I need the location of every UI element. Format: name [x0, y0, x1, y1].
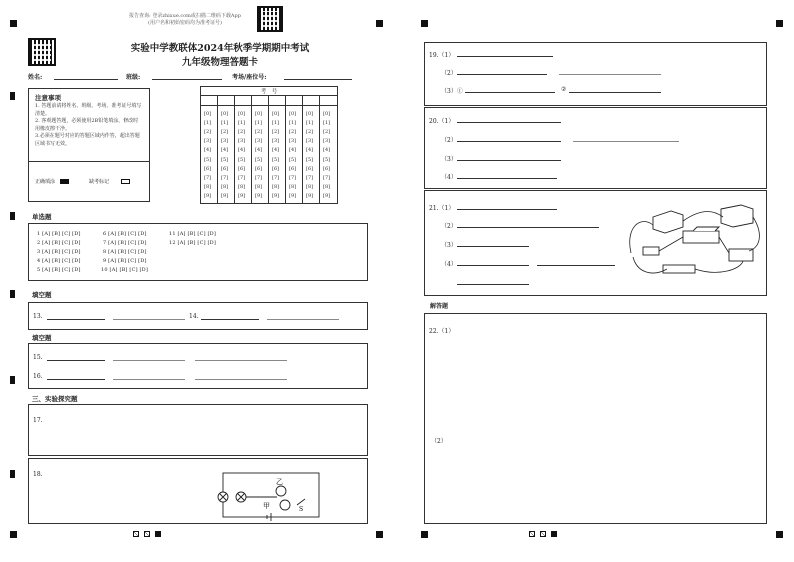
exam-digit-bubble[interactable]: [4]	[272, 147, 280, 154]
exam-digit-bubble[interactable]: [5]	[204, 156, 212, 163]
notice-title: 注意事项	[35, 94, 61, 102]
exam-digit-bubble[interactable]: [4]	[306, 147, 314, 154]
exam-digit-bubble[interactable]: [2]	[272, 129, 280, 136]
exam-digit-bubble[interactable]: [8]	[221, 183, 229, 190]
exam-digit-bubble[interactable]: [1]	[306, 120, 314, 127]
exam-digit-bubble[interactable]: [1]	[221, 120, 229, 127]
corner-mark	[376, 20, 383, 27]
exam-digit-bubble[interactable]: [2]	[238, 129, 246, 136]
corner-mark	[421, 531, 428, 538]
exam-digit-bubble[interactable]: [8]	[289, 183, 297, 190]
circuit-label-jia: 甲	[263, 502, 270, 510]
class-label: 班级:	[126, 74, 141, 81]
fill-box-2	[28, 343, 368, 389]
exam-number-grid	[200, 86, 338, 204]
exam-number-column	[252, 96, 269, 204]
page-marks-left	[133, 531, 161, 537]
q21-answer-3[interactable]	[457, 241, 529, 247]
corner-mark	[776, 20, 783, 27]
q20-4-label: （4）	[441, 174, 457, 181]
q13-label: 13.	[33, 313, 43, 320]
exam-digit-bubble[interactable]: [2]	[204, 129, 212, 136]
report-notice	[120, 12, 250, 26]
exam-digit-bubble[interactable]: [4]	[289, 147, 297, 154]
q20-answer-1[interactable]	[457, 117, 561, 123]
q19-answer-2[interactable]	[457, 69, 547, 75]
exam-digit-bubble[interactable]: [0]	[289, 111, 297, 117]
exam-number-column	[218, 96, 235, 204]
corner-mark	[10, 20, 17, 27]
q19-2-label: （2）	[441, 70, 457, 77]
q15-label: 15.	[33, 354, 43, 361]
q18-box[interactable]	[28, 458, 368, 524]
exam-digit-bubble[interactable]: [8]	[272, 183, 280, 190]
exam-digit-bubble[interactable]: [6]	[204, 165, 212, 172]
q14-label: 14.	[189, 313, 199, 320]
corner-mark	[10, 531, 17, 538]
exam-digit-bubble[interactable]: [3]	[272, 138, 280, 145]
exam-digit-bubble[interactable]: [3]	[238, 138, 246, 145]
circuit-label-s: S	[299, 506, 304, 513]
timing-mark	[10, 376, 15, 384]
exam-digit-bubble[interactable]: [3]	[255, 138, 263, 145]
notice-line: 报告查询: 登录zhixue.com或扫描二维码下载App	[129, 13, 241, 19]
fill-box-1	[28, 302, 368, 330]
seat-field[interactable]	[284, 72, 352, 80]
correct-fill-sample	[60, 179, 69, 184]
q20-label: 20.（1）	[429, 118, 455, 125]
q21-answer-2[interactable]	[457, 222, 599, 228]
q16-answer-3[interactable]	[195, 373, 287, 380]
exam-number-title: 考 号	[201, 87, 337, 96]
page-subtitle: 九年级物理答题卡	[181, 57, 258, 68]
exam-digit-bubble[interactable]: [8]	[238, 183, 246, 190]
exam-digit-bubble[interactable]: [6]	[272, 165, 280, 172]
exam-digit-bubble[interactable]: [3]	[289, 138, 297, 145]
exam-digit-bubble[interactable]: [9]	[221, 192, 229, 199]
exam-digit-bubble[interactable]: [0]	[306, 111, 314, 117]
q21-answer-4c[interactable]	[457, 279, 529, 285]
q20-answer-2b[interactable]	[573, 136, 679, 142]
exam-digit-bubble[interactable]: [7]	[238, 174, 246, 181]
notice-line: (用户名和初始密码均为准考证号)	[148, 20, 222, 26]
q20-answer-4[interactable]	[457, 173, 557, 179]
mc-question[interactable]: 8 [A] [B] [C] [D]	[103, 249, 147, 255]
exam-digit-bubble[interactable]: [7]	[221, 174, 229, 181]
qr-code-icon	[28, 38, 56, 66]
exam-digit-bubble[interactable]: [7]	[289, 174, 297, 181]
q19-answer-3b[interactable]	[569, 87, 661, 93]
exam-digit-bubble[interactable]: [5]	[238, 156, 246, 163]
exam-digit-bubble[interactable]: [5]	[221, 156, 229, 163]
q20-answer-2[interactable]	[457, 136, 561, 142]
exam-digit-bubble[interactable]: [6]	[255, 165, 263, 172]
exam-digit-bubble[interactable]: [9]	[323, 192, 331, 199]
section-fill-1: 填空题	[32, 291, 52, 299]
exam-number-column	[286, 96, 303, 204]
mc-question[interactable]: 10 [A] [B] [C] [D]	[101, 267, 149, 273]
exam-digit-bubble[interactable]: [4]	[323, 147, 331, 154]
exam-digit-bubble[interactable]: [6]	[221, 165, 229, 172]
exam-digit-bubble[interactable]: [1]	[204, 120, 212, 127]
exam-digit-bubble[interactable]: [4]	[221, 147, 229, 154]
mc-question[interactable]: 2 [A] [B] [C] [D]	[37, 240, 81, 246]
q15-answer-3[interactable]	[195, 354, 287, 361]
q19-answer-3a[interactable]	[465, 87, 555, 93]
exam-digit-bubble[interactable]: [9]	[255, 192, 263, 199]
exam-digit-bubble[interactable]: [7]	[272, 174, 280, 181]
experiment-apparatus-21	[623, 197, 765, 281]
exam-digit-bubble[interactable]: [6]	[289, 165, 297, 172]
exam-digit-bubble[interactable]: [3]	[306, 138, 314, 145]
section-experiment: 三、实验探究题	[32, 395, 78, 403]
exam-digit-bubble[interactable]: [1]	[272, 120, 280, 127]
exam-digit-bubble[interactable]: [9]	[238, 192, 246, 199]
q22-2-label: （2）	[431, 438, 447, 445]
q22-label: 22.（1）	[429, 328, 455, 335]
exam-digit-bubble[interactable]: [9]	[204, 192, 212, 199]
exam-digit-bubble[interactable]: [7]	[204, 174, 212, 181]
q21-4-label: （4）	[441, 261, 457, 268]
exam-digit-bubble[interactable]: [2]	[289, 129, 297, 136]
exam-digit-bubble[interactable]: [1]	[289, 120, 297, 127]
single-choice-box	[28, 223, 368, 281]
exam-number-column	[235, 96, 252, 204]
q21-answer-1[interactable]	[457, 204, 557, 210]
corner-mark	[376, 531, 383, 538]
exam-digit-bubble[interactable]: [9]	[272, 192, 280, 199]
exam-digit-bubble[interactable]: [0]	[204, 111, 212, 117]
page-title: 实验中学教联体2024年秋季学期期中考试	[130, 43, 310, 54]
exam-digit-bubble[interactable]: [0]	[238, 111, 246, 117]
q21-answer-4b[interactable]	[537, 260, 615, 266]
q15-answer-2[interactable]	[113, 354, 185, 361]
q19-3-label: （3）①	[441, 88, 463, 95]
notice-box	[28, 88, 150, 202]
exam-number-column	[303, 96, 320, 204]
exam-digit-bubble[interactable]: [8]	[204, 183, 212, 190]
q19-answer-2b[interactable]	[559, 69, 661, 75]
exam-digit-bubble[interactable]: [3]	[221, 138, 229, 145]
exam-digit-bubble[interactable]: [5]	[323, 156, 331, 163]
q13-answer-2[interactable]	[113, 313, 185, 320]
exam-digit-bubble[interactable]: [4]	[204, 147, 212, 154]
mc-question[interactable]: 12 [A] [B] [C] [D]	[169, 240, 217, 246]
exam-digit-bubble[interactable]: [5]	[306, 156, 314, 163]
q19-label: 19.（1）	[429, 52, 455, 59]
exam-number-column	[320, 96, 337, 204]
exam-digit-bubble[interactable]: [2]	[323, 129, 331, 136]
exam-digit-bubble[interactable]: [5]	[255, 156, 263, 163]
mc-question[interactable]: 7 [A] [B] [C] [D]	[103, 240, 147, 246]
q19-box[interactable]	[424, 42, 767, 106]
notice-item: 2. 客观题答题，必须使用2B铅笔填涂，修改时用橡皮擦干净。	[35, 118, 139, 132]
q21-box[interactable]	[424, 190, 767, 296]
timing-mark	[10, 290, 15, 298]
q14-answer-2[interactable]	[267, 313, 339, 320]
exam-digit-bubble[interactable]: [1]	[323, 120, 331, 127]
exam-digit-bubble[interactable]: [5]	[289, 156, 297, 163]
exam-digit-bubble[interactable]: [8]	[323, 183, 331, 190]
exam-digit-bubble[interactable]: [6]	[323, 165, 331, 172]
exam-digit-bubble[interactable]: [0]	[323, 111, 331, 117]
mc-question[interactable]: 5 [A] [B] [C] [D]	[37, 267, 81, 273]
exam-digit-bubble[interactable]: [0]	[272, 111, 280, 117]
circuit-diagram-18	[215, 467, 327, 523]
q19-answer-1[interactable]	[457, 51, 553, 57]
seat-label: 考场/座位号:	[232, 74, 267, 81]
exam-digit-bubble[interactable]: [9]	[289, 192, 297, 199]
exam-number-column	[269, 96, 286, 204]
exam-digit-bubble[interactable]: [2]	[255, 129, 263, 136]
circuit-label-yi: 乙	[276, 478, 283, 486]
missing-mark-box[interactable]	[121, 179, 130, 184]
q21-2-label: （2）	[441, 223, 457, 230]
exam-digit-bubble[interactable]: [2]	[306, 129, 314, 136]
exam-digit-bubble[interactable]: [7]	[255, 174, 263, 181]
mc-question[interactable]: 4 [A] [B] [C] [D]	[37, 258, 81, 264]
q14-answer-1[interactable]	[201, 313, 259, 320]
q17-label: 17.	[33, 417, 43, 424]
timing-mark	[10, 212, 15, 220]
q20-3-label: （3）	[441, 156, 457, 163]
notice-item: 1. 答题前请将姓名、班级、考场、准考证号填写清楚。	[35, 103, 142, 117]
q20-2-label: （2）	[441, 137, 457, 144]
mc-question[interactable]: 1 [A] [B] [C] [D]	[37, 231, 81, 237]
q20-box[interactable]	[424, 107, 767, 189]
mc-question[interactable]: 3 [A] [B] [C] [D]	[37, 249, 81, 255]
exam-digit-bubble[interactable]: [7]	[306, 174, 314, 181]
exam-number-column	[201, 96, 218, 204]
q16-answer-2[interactable]	[113, 373, 185, 380]
mc-question[interactable]: 11 [A] [B] [C] [D]	[169, 231, 217, 237]
q13-answer-1[interactable]	[47, 313, 105, 320]
q15-answer-1[interactable]	[47, 354, 105, 361]
exam-digit-bubble[interactable]: [0]	[221, 111, 229, 117]
exam-digit-bubble[interactable]: [5]	[272, 156, 280, 163]
notice-item: 3.必须在题号对应的答题区域内作答，超出答题区域书写无效。	[35, 133, 140, 147]
exam-digit-bubble[interactable]: [4]	[255, 147, 263, 154]
section-single-choice: 单选题	[32, 213, 52, 221]
timing-mark	[10, 470, 15, 478]
exam-digit-bubble[interactable]: [7]	[323, 174, 331, 181]
q21-answer-4a[interactable]	[457, 260, 529, 266]
page-marks-right	[529, 531, 557, 537]
q18-label: 18.	[33, 471, 43, 478]
name-label: 姓名:	[28, 74, 43, 81]
q16-answer-1[interactable]	[47, 373, 105, 380]
correct-fill-label: 正确填涂	[35, 178, 69, 185]
q16-label: 16.	[33, 373, 43, 380]
exam-digit-bubble[interactable]: [0]	[255, 111, 263, 117]
exam-digit-bubble[interactable]: [4]	[238, 147, 246, 154]
q21-label: 21.（1）	[429, 205, 455, 212]
section-answer: 解答题	[430, 303, 449, 310]
qr-code-icon	[257, 6, 283, 32]
exam-digit-bubble[interactable]: [2]	[221, 129, 229, 136]
exam-digit-bubble[interactable]: [6]	[306, 165, 314, 172]
mc-question[interactable]: 6 [A] [B] [C] [D]	[103, 231, 147, 237]
corner-mark	[421, 20, 428, 27]
q19-3b-label: ②	[561, 86, 567, 93]
q17-box[interactable]	[28, 404, 368, 456]
missing-mark-label: 缺考标记	[89, 178, 130, 185]
exam-digit-bubble[interactable]: [3]	[323, 138, 331, 145]
section-fill-2: 填空题	[32, 334, 52, 342]
q21-3-label: （3）	[441, 242, 457, 249]
exam-digit-bubble[interactable]: [9]	[306, 192, 314, 199]
timing-mark	[10, 92, 15, 100]
class-field[interactable]	[152, 72, 222, 80]
exam-digit-bubble[interactable]: [1]	[238, 120, 246, 127]
name-field[interactable]	[54, 72, 118, 80]
corner-mark	[776, 531, 783, 538]
exam-digit-bubble[interactable]: [3]	[204, 138, 212, 145]
q20-answer-3[interactable]	[457, 155, 561, 161]
exam-digit-bubble[interactable]: [6]	[238, 165, 246, 172]
exam-digit-bubble[interactable]: [8]	[255, 183, 263, 190]
mc-question[interactable]: 9 [A] [B] [C] [D]	[103, 258, 147, 264]
q22-box[interactable]	[424, 313, 767, 524]
exam-digit-bubble[interactable]: [1]	[255, 120, 263, 127]
exam-digit-bubble[interactable]: [8]	[306, 183, 314, 190]
